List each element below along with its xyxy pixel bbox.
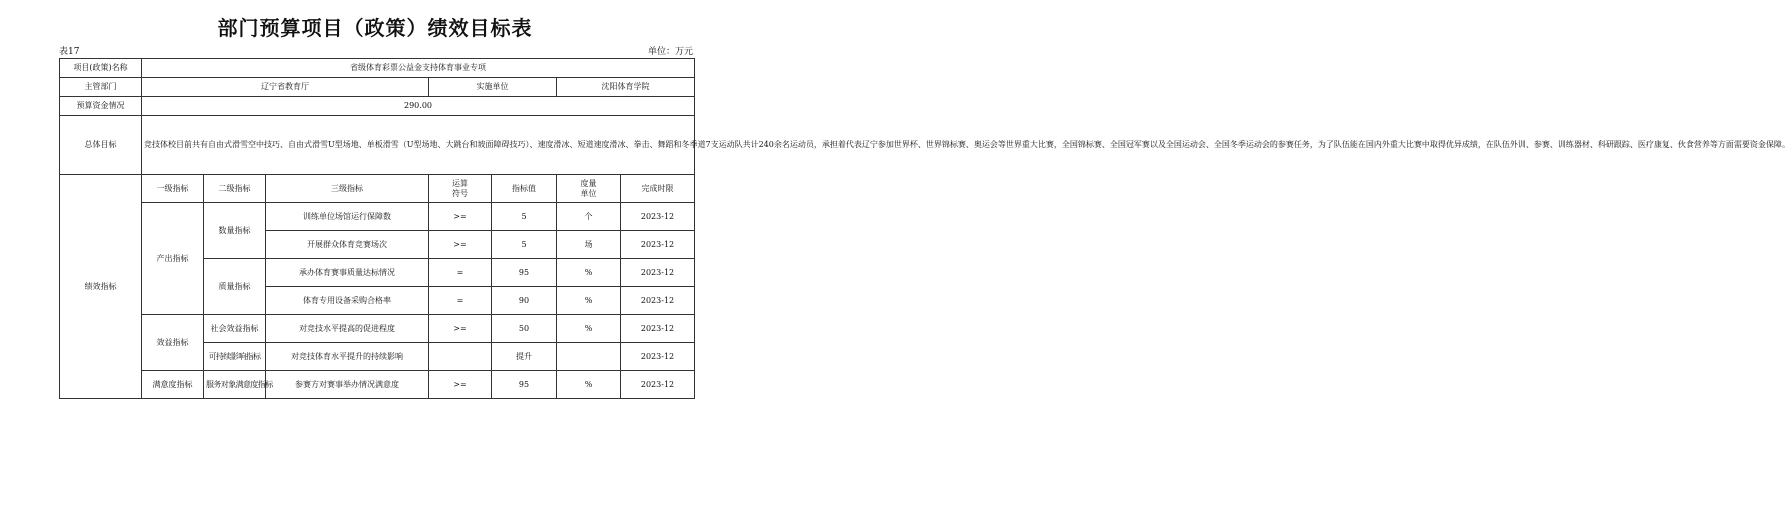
overall-goal-row [60,116,695,175]
indicator-unit [557,343,621,371]
indicator-unit: % [557,315,621,343]
performance-target-table [59,58,1790,399]
indicator-unit: % [557,371,621,399]
indicator-name: 训练单位场馆运行保障数 [266,203,429,231]
header-deadline: 完成时限 [621,175,695,203]
budget-row [60,97,695,116]
indicator-name: 承办体育赛事质量达标情况 [266,259,429,287]
indicator-value: 5 [492,203,557,231]
group-satisfaction: 满意度指标 [142,371,204,399]
indicator-value: 95 [492,259,557,287]
indicator-deadline: 2023-12 [621,287,695,315]
table-row [60,371,695,399]
indicator-unit: 场 [557,231,621,259]
indicator-operator: >= [429,203,492,231]
indicator-value: 5 [492,231,557,259]
indicator-deadline: 2023-12 [621,203,695,231]
department-value: 辽宁省教育厅 [142,78,429,97]
group-quality: 质量指标 [204,259,266,315]
implementer-label: 实施单位 [429,78,557,97]
indicator-deadline: 2023-12 [621,259,695,287]
group-sustainable-impact: 可持续影响指标 [204,343,266,371]
header-level1: 一级指标 [142,175,204,203]
header-target-value: 指标值 [492,175,557,203]
project-name-row [60,59,695,78]
indicator-deadline: 2023-12 [621,315,695,343]
header-level3: 三级指标 [266,175,429,203]
indicator-name: 参赛方对赛事举办情况满意度 [266,371,429,399]
table-row [60,315,695,343]
header-level2: 二级指标 [204,175,266,203]
header-operator: 运算 符号 [429,175,492,203]
indicator-unit: 个 [557,203,621,231]
indicator-operator: >= [429,315,492,343]
budget-value: 290.00 [142,97,695,116]
budget-label: 预算资金情况 [60,97,142,116]
table-row [60,203,695,231]
table-number: 表17 [59,47,80,57]
performance-indicators-label: 绩效指标 [60,175,142,399]
indicator-operator: >= [429,371,492,399]
indicator-name: 开展群众体育竞赛场次 [266,231,429,259]
indicator-value: 95 [492,371,557,399]
indicator-value: 50 [492,315,557,343]
indicator-name: 对竞技体育水平提升的持续影响 [266,343,429,371]
group-social-benefit: 社会效益指标 [204,315,266,343]
indicator-deadline: 2023-12 [621,231,695,259]
indicator-name: 对竞技水平提高的促进程度 [266,315,429,343]
department-row [60,78,695,97]
indicator-deadline: 2023-12 [621,371,695,399]
indicator-operator: = [429,287,492,315]
overall-goal-text: 竞技体校目前共有自由式滑雪空中技巧、自由式滑雪U型场地、单板滑雪（U型场地、大跳台和坡面障碍技巧）、速度滑冰、短道速度滑冰、拳击、舞蹈和冬季道7支运动队共计240余名运动员，承担着代表辽宁参加世界杯、世界锦标赛、奥运会等世界重大比赛，全国锦标赛、全国冠军赛以及全国运动会、全国冬季运动会的参赛任务，为了队伍能在国内外重大比赛中取得优异成绩，在队伍外训、参赛、训练器材、科研跟踪、医疗康复、伙食营养等方面需要资金保障。 [142,116,695,175]
indicator-operator: >= [429,231,492,259]
group-output: 产出指标 [142,203,204,315]
indicator-deadline: 2023-12 [621,343,695,371]
unit-label: 单位：万元 [647,47,693,57]
implementer-value: 沈阳体育学院 [557,78,695,97]
header-measure-unit: 度量 单位 [557,175,621,203]
page-title: 部门预算项目（政策）绩效目标表 [217,16,533,40]
group-quantity: 数量指标 [204,203,266,259]
indicator-operator: = [429,259,492,287]
overall-goal-label: 总体目标 [60,116,142,175]
project-name-label: 项目(政策)名称 [60,59,142,78]
indicator-header-row [60,175,695,203]
indicator-operator [429,343,492,371]
indicator-value: 90 [492,287,557,315]
indicator-value: 提升 [492,343,557,371]
group-service-satisfaction: 服务对象满意度指标 [204,371,266,399]
department-label: 主管部门 [60,78,142,97]
indicator-unit: % [557,259,621,287]
project-name-value: 省级体育彩票公益金支持体育事业专项 [142,59,695,78]
indicator-name: 体育专用设备采购合格率 [266,287,429,315]
group-benefit: 效益指标 [142,315,204,371]
indicator-unit: % [557,287,621,315]
